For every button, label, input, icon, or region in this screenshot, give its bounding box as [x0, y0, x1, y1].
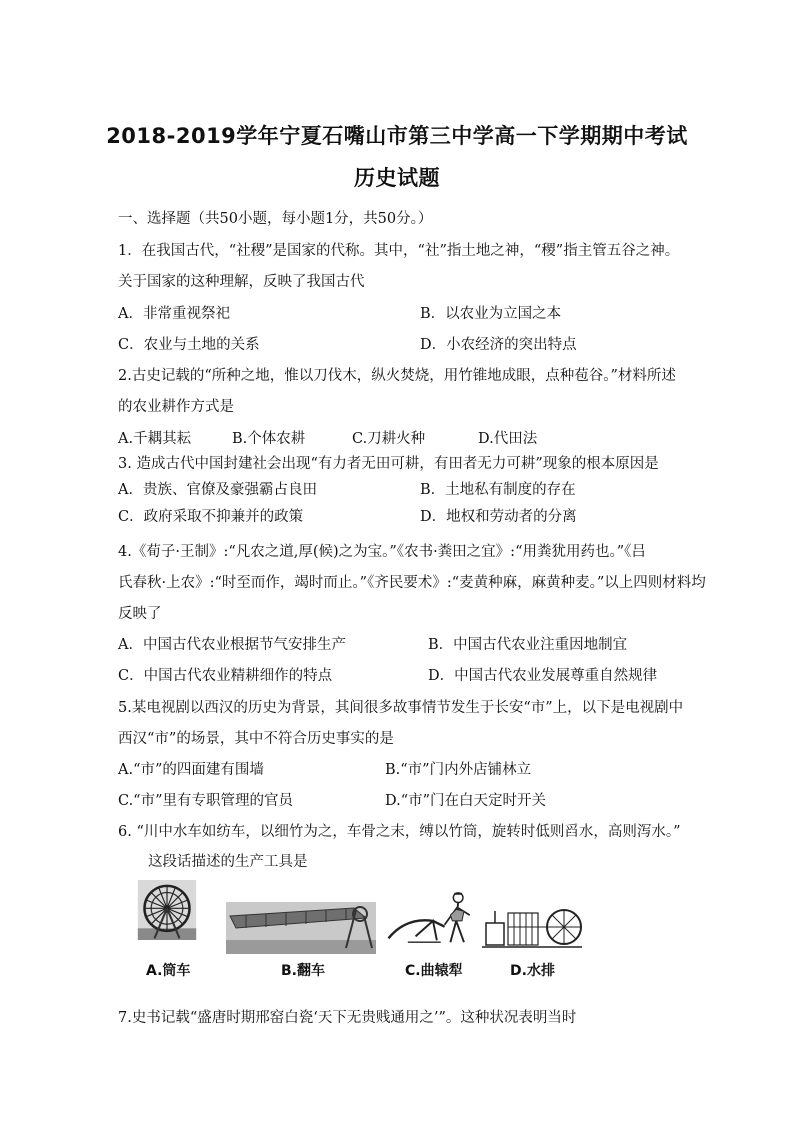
- figure-caption-b: B.翻车: [281, 963, 325, 979]
- fanche-illustration: [226, 898, 376, 958]
- tongche-illustration: [132, 880, 202, 940]
- shuipai-illustration: [482, 898, 584, 958]
- q5-stem-line-1: 5.某电视剧以西汉的历史为背景，其间很多故事情节发生于长安“市”上，以下是电视剧中: [118, 700, 684, 716]
- q2-stem-line-1: 2.古史记载的“所种之地，惟以刀伐木，纵火焚烧，用竹锥地成眼，点种苞谷。”材料所述: [118, 368, 676, 384]
- q2-option-c: C.刀耕火种: [352, 431, 426, 447]
- q5-option-a: A.“市”的四面建有围墙: [118, 762, 264, 778]
- q4-option-c: C．中国古代农业精耕细作的特点: [118, 668, 333, 684]
- figure-caption-a: A.筒车: [146, 963, 191, 979]
- q3-option-d: D．地权和劳动者的分离: [420, 509, 577, 525]
- q4-option-d: D．中国古代农业发展尊重自然规律: [428, 668, 658, 684]
- q4-option-a: A．中国古代农业根据节气安排生产: [118, 637, 346, 653]
- q1-option-b: B．以农业为立国之本: [420, 306, 562, 322]
- exam-subtitle: 历史试题: [354, 166, 440, 190]
- q4-stem-line-1: 4.《荀子·王制》:“凡农之道,厚(候)之为宝。”《农书·粪田之宜》:“用粪犹用药也。”《吕: [118, 544, 646, 560]
- q1-option-c: C．农业与土地的关系: [118, 337, 260, 353]
- q5-option-c: C.“市”里有专职管理的官员: [118, 793, 294, 809]
- figure-caption-c: C.曲辕犁: [405, 963, 463, 979]
- q3-option-b: B．土地私有制度的存在: [420, 482, 576, 498]
- q7-stem: 7.史书记载“盛唐时期邢窑白瓷‘天下无贵贱通用之’”。这种状况表明当时: [118, 1010, 577, 1026]
- q5-stem-line-2: 西汉“市”的场景，其中不符合历史事实的是: [118, 731, 394, 747]
- section-heading: 一、选择题（共50小题，每小题1分，共50分。）: [118, 211, 433, 227]
- q2-option-d: D.代田法: [478, 431, 538, 447]
- figure-caption-d: D.水排: [510, 963, 555, 979]
- q1-stem-line-1: 1．在我国古代，“社稷”是国家的代称。其中，“社”指土地之神，“稷”指主管五谷之神。: [118, 243, 680, 259]
- q6-stem-line-1: 6. “川中水车如纺车，以细竹为之，车骨之末，缚以竹筒，旋转时低则舀水，高则泻水。”: [118, 824, 681, 840]
- q1-option-d: D．小农经济的突出特点: [420, 337, 577, 353]
- q6-stem-line-2: 这段话描述的生产工具是: [148, 854, 308, 870]
- q1-option-a: A．非常重视祭祀: [118, 306, 230, 322]
- q3-stem: 3. 造成古代中国封建社会出现“有力者无田可耕，有田者无力可耕”现象的根本原因是: [118, 456, 659, 472]
- quyuanli-illustration: [385, 888, 480, 948]
- q3-option-a: A．贵族、官僚及豪强霸占良田: [118, 482, 317, 498]
- q4-option-b: B．中国古代农业注重因地制宜: [428, 637, 628, 653]
- q1-stem-line-2: 关于国家的这种理解，反映了我国古代: [118, 274, 365, 290]
- q5-option-b: B.“市”门内外店铺林立: [385, 762, 532, 778]
- q5-option-d: D.“市”门在白天定时开关: [385, 793, 547, 809]
- exam-title: 2018-2019学年宁夏石嘴山市第三中学高一下学期期中考试: [106, 124, 688, 148]
- q2-option-a: A.千耦其耘: [118, 431, 192, 447]
- q3-option-c: C．政府采取不抑兼并的政策: [118, 509, 304, 525]
- q4-stem-line-3: 反映了: [118, 606, 162, 622]
- q2-option-b: B.个体农耕: [232, 431, 306, 447]
- q2-stem-line-2: 的农业耕作方式是: [118, 399, 234, 415]
- q4-stem-line-2: 氏春秋·上农》:“时至而作，竭时而止。”《齐民要术》:“麦黄种麻，麻黄种麦。”以上四则材料均: [118, 575, 706, 591]
